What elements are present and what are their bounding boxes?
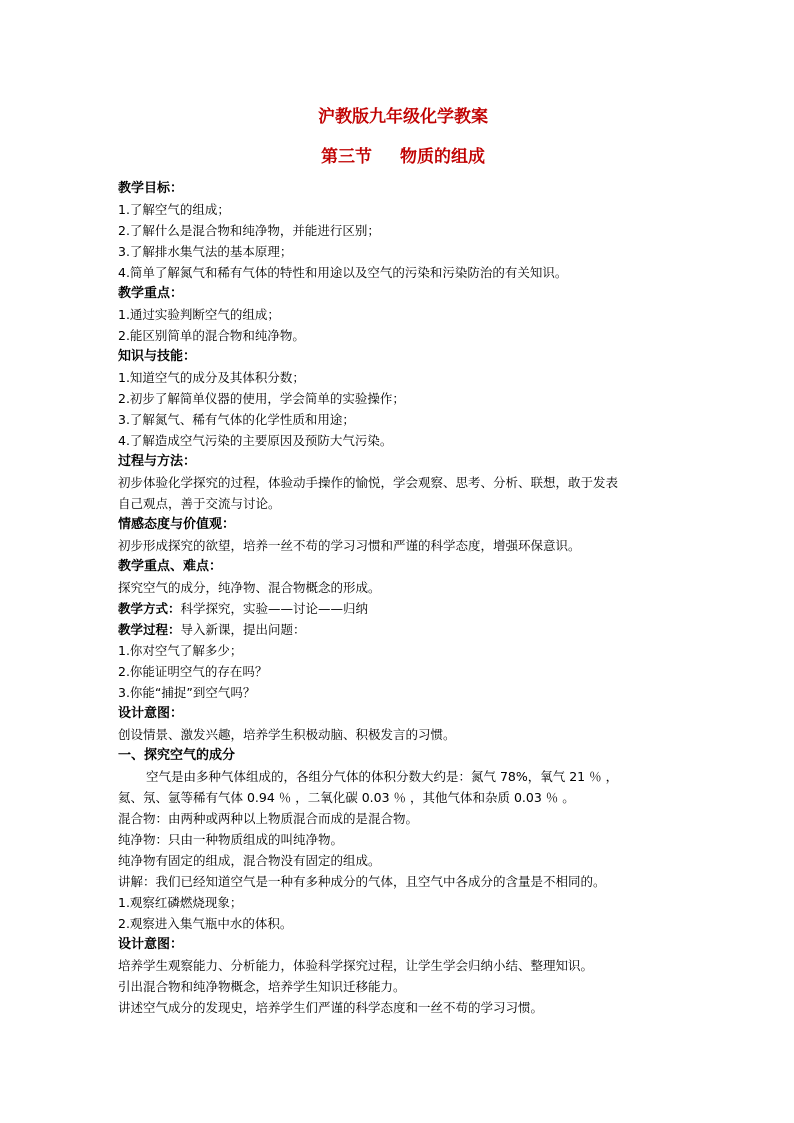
teaching-process-heading: 教学过程： [118,622,181,637]
objectives-heading: 教学目标： [118,181,184,196]
objective-item: 3.了解排水集气法的基本原理； [118,244,293,259]
method-heading: 教学方式： [118,601,181,616]
key-difficult-text: 探究空气的成分，纯净物、混合物概念的形成。 [118,580,381,595]
objective-item: 1.了解空气的组成； [118,202,230,217]
section-one-heading: 一、探究空气的成分 [118,748,236,763]
section-topic: 物质的组成 [400,147,485,167]
design-intent-text: 创设情景、激发兴趣，培养学生积极动脑、积极发言的习惯。 [118,727,456,742]
key-difficult-heading: 教学重点、难点： [118,559,223,574]
teaching-process-line [118,619,794,640]
objective-item: 2.了解什么是混合物和纯净物，并能进行区别； [118,223,380,238]
question-item: 3.你能“捕捉”到空气吗？ [118,685,256,700]
composition-comparison: 纯净物有固定的组成，混合物没有固定的组成。 [118,853,381,868]
key-point-item: 2.能区别简单的混合物和纯净物。 [118,328,305,343]
design-intent-heading: 设计意图： [118,937,184,952]
process-text-line: 自己观点，善于交流与讨论。 [118,496,281,511]
process-text-line: 初步体验化学探究的过程，体验动手操作的愉悦，学会观察、思考、分析、联想，敢于发表 [118,475,619,490]
question-item: 2.你能证明空气的存在吗？ [118,664,268,679]
knowledge-item: 1.知道空气的成分及其体积分数； [118,370,305,385]
teaching-process-text: 导入新课，提出问题： [180,622,306,637]
design-intent-heading: 设计意图： [118,706,184,721]
air-composition-line: 空气是由多种气体组成的，各组分气体的体积分数大约是：氮气 78%，氧气 21 ％ ， [146,769,619,784]
method-text: 科学探究，实验——讨论——归纳 [180,601,369,616]
document-title: 沪教版九年级化学教案 [318,107,488,127]
method-line [118,598,794,619]
key-points-heading: 教学重点： [118,286,184,301]
objective-item: 4.简单了解氮气和稀有气体的特性和用途以及空气的污染和污染防治的有关知识。 [118,265,568,280]
explanation-text: 讲解：我们已经知道空气是一种有多种成分的气体，且空气中各成分的含量是不相同的。 [118,874,606,889]
knowledge-item: 3.了解氮气、稀有气体的化学性质和用途； [118,412,355,427]
key-point-item: 1.通过实验判断空气的组成； [118,307,280,322]
process-heading: 过程与方法： [118,454,197,469]
attitude-text: 初步形成探究的欲望，培养一丝不苟的学习习惯和严谨的科学态度，增强环保意识。 [118,538,581,553]
knowledge-item: 4.了解造成空气污染的主要原因及预防大气污染。 [118,433,393,448]
attitude-heading: 情感态度与价值观： [118,517,236,532]
knowledge-item: 2.初步了解简单仪器的使用，学会简单的实验操作； [118,391,405,406]
question-item: 1.你对空气了解多少； [118,643,243,658]
design-intent-line: 讲述空气成分的发现史，培养学生们严谨的科学态度和一丝不苟的学习习惯。 [118,1000,544,1015]
section-title [118,144,688,170]
knowledge-heading: 知识与技能： [118,349,197,364]
pure-substance-definition: 纯净物：只由一种物质组成的叫纯净物。 [118,832,344,847]
design-intent-line: 引出混合物和纯净物概念，培养学生知识迁移能力。 [118,979,406,994]
air-composition-line: 氦、氖、氩等稀有气体 0.94 ％ ，二氧化碳 0.03 ％ ，其他气体和杂质 0.03 ％ 。 [118,790,575,805]
observation-item: 2.观察进入集气瓶中水的体积。 [118,916,293,931]
observation-item: 1.观察红磷燃烧现象； [118,895,243,910]
section-number: 第三节 [321,147,372,167]
mixture-definition: 混合物：由两种或两种以上物质混合而成的是混合物。 [118,811,419,826]
design-intent-line: 培养学生观察能力、分析能力，体验科学探究过程，让学生学会归纳小结、整理知识。 [118,958,594,973]
